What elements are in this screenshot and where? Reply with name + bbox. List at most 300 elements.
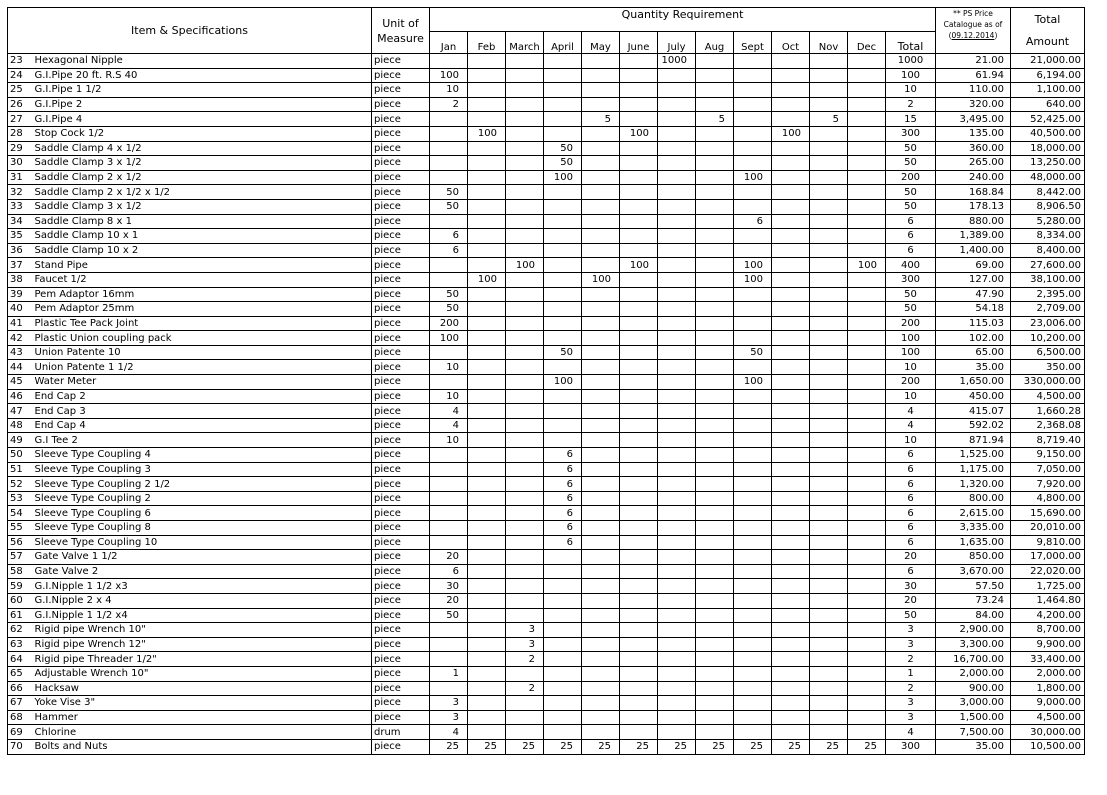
unit-of-measure: piece xyxy=(372,68,430,83)
month-quantity xyxy=(544,608,582,623)
month-quantity xyxy=(506,491,544,506)
total-quantity: 2 xyxy=(886,681,936,696)
month-quantity xyxy=(582,229,620,244)
month-quantity xyxy=(658,579,696,594)
item-description: Hammer xyxy=(32,710,372,725)
total-quantity: 50 xyxy=(886,608,936,623)
month-quantity xyxy=(658,696,696,711)
month-quantity: 25 xyxy=(772,739,810,754)
month-quantity xyxy=(658,199,696,214)
month-quantity xyxy=(582,550,620,565)
month-quantity xyxy=(544,550,582,565)
total-quantity: 4 xyxy=(886,418,936,433)
month-quantity xyxy=(468,185,506,200)
month-quantity xyxy=(582,316,620,331)
month-header-oct: Oct xyxy=(772,32,810,54)
month-quantity xyxy=(734,623,772,638)
month-quantity xyxy=(430,681,468,696)
total-amount: 640.00 xyxy=(1011,97,1085,112)
unit-of-measure: piece xyxy=(372,375,430,390)
row-number: 27 xyxy=(8,112,32,127)
month-header-dec: Dec xyxy=(848,32,886,54)
month-quantity xyxy=(734,564,772,579)
month-quantity xyxy=(620,681,658,696)
month-quantity: 30 xyxy=(430,579,468,594)
unit-price: 240.00 xyxy=(936,170,1011,185)
item-description: Pem Adaptor 25mm xyxy=(32,302,372,317)
month-quantity xyxy=(810,302,848,317)
month-quantity: 25 xyxy=(544,739,582,754)
month-quantity xyxy=(468,491,506,506)
unit-of-measure: piece xyxy=(372,521,430,536)
month-quantity xyxy=(848,68,886,83)
month-quantity xyxy=(582,345,620,360)
total-amount: 20,010.00 xyxy=(1011,521,1085,536)
month-quantity: 100 xyxy=(468,272,506,287)
total-amount: 4,800.00 xyxy=(1011,491,1085,506)
month-quantity xyxy=(582,448,620,463)
month-quantity xyxy=(810,83,848,98)
unit-of-measure: piece xyxy=(372,608,430,623)
month-quantity xyxy=(620,623,658,638)
table-row xyxy=(8,302,1085,317)
month-quantity xyxy=(544,229,582,244)
month-quantity: 1000 xyxy=(658,54,696,69)
row-number: 26 xyxy=(8,97,32,112)
total-quantity: 50 xyxy=(886,302,936,317)
item-description: G.I.Pipe 20 ft. R.S 40 xyxy=(32,68,372,83)
month-quantity xyxy=(658,214,696,229)
month-quantity xyxy=(620,550,658,565)
total-amount: 1,800.00 xyxy=(1011,681,1085,696)
month-quantity xyxy=(696,331,734,346)
month-quantity xyxy=(658,302,696,317)
table-row xyxy=(8,681,1085,696)
month-quantity xyxy=(772,112,810,127)
amount-header-line2: Amount xyxy=(1025,34,1070,48)
month-quantity xyxy=(506,448,544,463)
unit-of-measure: piece xyxy=(372,185,430,200)
unit-of-measure: piece xyxy=(372,83,430,98)
month-quantity: 25 xyxy=(696,739,734,754)
month-quantity xyxy=(620,433,658,448)
table-body xyxy=(8,54,1085,755)
total-quantity: 1 xyxy=(886,666,936,681)
total-quantity: 300 xyxy=(886,739,936,754)
total-quantity: 15 xyxy=(886,112,936,127)
row-number: 41 xyxy=(8,316,32,331)
month-quantity xyxy=(658,418,696,433)
month-quantity xyxy=(810,199,848,214)
month-quantity xyxy=(582,375,620,390)
month-quantity xyxy=(696,185,734,200)
month-quantity xyxy=(468,404,506,419)
month-quantity xyxy=(620,652,658,667)
month-quantity xyxy=(810,97,848,112)
month-quantity xyxy=(810,462,848,477)
row-number: 67 xyxy=(8,696,32,711)
month-quantity xyxy=(848,710,886,725)
month-quantity xyxy=(506,608,544,623)
month-quantity xyxy=(734,112,772,127)
month-quantity xyxy=(696,272,734,287)
month-quantity xyxy=(734,448,772,463)
month-quantity xyxy=(696,506,734,521)
unit-price: 450.00 xyxy=(936,389,1011,404)
month-quantity xyxy=(810,54,848,69)
month-quantity xyxy=(772,666,810,681)
month-quantity xyxy=(848,477,886,492)
unit-of-measure: piece xyxy=(372,550,430,565)
month-quantity: 50 xyxy=(430,287,468,302)
row-number: 28 xyxy=(8,126,32,141)
month-quantity xyxy=(696,623,734,638)
month-quantity xyxy=(810,550,848,565)
total-amount: 8,700.00 xyxy=(1011,623,1085,638)
total-amount: 15,690.00 xyxy=(1011,506,1085,521)
month-quantity xyxy=(658,550,696,565)
month-quantity xyxy=(544,710,582,725)
item-description: Stop Cock 1/2 xyxy=(32,126,372,141)
month-quantity xyxy=(430,652,468,667)
unit-price: 35.00 xyxy=(936,360,1011,375)
total-quantity: 50 xyxy=(886,287,936,302)
total-quantity: 100 xyxy=(886,331,936,346)
month-header-jun: June xyxy=(620,32,658,54)
month-quantity xyxy=(506,418,544,433)
total-amount: 8,719.40 xyxy=(1011,433,1085,448)
table-row xyxy=(8,345,1085,360)
month-quantity xyxy=(734,637,772,652)
month-quantity xyxy=(848,375,886,390)
month-quantity xyxy=(468,112,506,127)
month-quantity xyxy=(468,710,506,725)
row-number: 48 xyxy=(8,418,32,433)
month-quantity xyxy=(544,331,582,346)
month-quantity xyxy=(620,521,658,536)
total-quantity: 20 xyxy=(886,593,936,608)
month-quantity xyxy=(582,97,620,112)
month-quantity xyxy=(506,389,544,404)
month-quantity: 2 xyxy=(506,681,544,696)
unit-of-measure: piece xyxy=(372,462,430,477)
unit-of-measure: piece xyxy=(372,229,430,244)
table-row xyxy=(8,68,1085,83)
month-quantity xyxy=(506,404,544,419)
item-description: Chlorine xyxy=(32,725,372,740)
total-amount: 2,368.08 xyxy=(1011,418,1085,433)
unit-price: 800.00 xyxy=(936,491,1011,506)
total-quantity: 200 xyxy=(886,170,936,185)
total-amount: 10,500.00 xyxy=(1011,739,1085,754)
month-quantity xyxy=(696,360,734,375)
month-header-nov: Nov xyxy=(810,32,848,54)
unit-of-measure: piece xyxy=(372,681,430,696)
month-quantity xyxy=(772,579,810,594)
month-quantity xyxy=(734,462,772,477)
month-quantity xyxy=(848,287,886,302)
unit-of-measure: piece xyxy=(372,141,430,156)
month-quantity xyxy=(658,389,696,404)
month-header-mar: March xyxy=(506,32,544,54)
month-quantity xyxy=(658,710,696,725)
month-quantity xyxy=(582,156,620,171)
month-quantity xyxy=(506,477,544,492)
month-quantity xyxy=(506,579,544,594)
month-quantity: 100 xyxy=(734,272,772,287)
month-quantity xyxy=(772,433,810,448)
total-quantity: 30 xyxy=(886,579,936,594)
month-quantity: 5 xyxy=(810,112,848,127)
price-header-line2: Catalogue as of xyxy=(943,20,1003,29)
month-quantity xyxy=(506,112,544,127)
month-quantity xyxy=(810,491,848,506)
month-quantity xyxy=(696,258,734,273)
month-quantity xyxy=(620,272,658,287)
unit-price: 178.13 xyxy=(936,199,1011,214)
month-quantity xyxy=(582,389,620,404)
unit-of-measure: piece xyxy=(372,97,430,112)
price-date-close: ) xyxy=(994,31,998,40)
row-number: 31 xyxy=(8,170,32,185)
month-quantity xyxy=(582,287,620,302)
month-quantity xyxy=(772,185,810,200)
month-quantity: 2 xyxy=(430,97,468,112)
month-quantity xyxy=(658,141,696,156)
month-quantity xyxy=(848,331,886,346)
row-number: 43 xyxy=(8,345,32,360)
month-quantity: 50 xyxy=(430,185,468,200)
month-quantity xyxy=(810,404,848,419)
month-quantity xyxy=(430,637,468,652)
table-row xyxy=(8,199,1085,214)
month-quantity xyxy=(848,652,886,667)
month-quantity xyxy=(468,83,506,98)
table-row xyxy=(8,564,1085,579)
month-quantity xyxy=(544,418,582,433)
month-quantity xyxy=(506,535,544,550)
month-quantity xyxy=(468,156,506,171)
month-quantity xyxy=(734,97,772,112)
unit-of-measure: piece xyxy=(372,199,430,214)
row-number: 36 xyxy=(8,243,32,258)
month-quantity xyxy=(696,404,734,419)
total-quantity: 100 xyxy=(886,345,936,360)
month-quantity xyxy=(506,185,544,200)
total-amount: 1,100.00 xyxy=(1011,83,1085,98)
month-quantity xyxy=(772,375,810,390)
month-quantity xyxy=(620,302,658,317)
item-description: G.I.Pipe 4 xyxy=(32,112,372,127)
month-quantity xyxy=(696,83,734,98)
table-row xyxy=(8,331,1085,346)
month-quantity xyxy=(506,462,544,477)
month-quantity: 25 xyxy=(848,739,886,754)
month-quantity xyxy=(620,316,658,331)
unit-price: 900.00 xyxy=(936,681,1011,696)
total-quantity: 6 xyxy=(886,243,936,258)
month-quantity xyxy=(810,68,848,83)
month-quantity xyxy=(468,696,506,711)
unit-of-measure: piece xyxy=(372,579,430,594)
total-quantity: 10 xyxy=(886,433,936,448)
unit-price: 127.00 xyxy=(936,272,1011,287)
row-number: 59 xyxy=(8,579,32,594)
month-quantity: 25 xyxy=(810,739,848,754)
month-quantity xyxy=(810,243,848,258)
month-quantity xyxy=(658,564,696,579)
month-quantity xyxy=(620,579,658,594)
month-quantity xyxy=(696,608,734,623)
total-amount: 40,500.00 xyxy=(1011,126,1085,141)
month-quantity: 6 xyxy=(430,229,468,244)
month-quantity xyxy=(734,535,772,550)
month-quantity xyxy=(468,258,506,273)
month-quantity: 25 xyxy=(582,739,620,754)
month-quantity xyxy=(506,666,544,681)
table-row xyxy=(8,521,1085,536)
month-quantity xyxy=(848,448,886,463)
month-quantity xyxy=(430,54,468,69)
month-quantity xyxy=(468,375,506,390)
month-quantity xyxy=(810,345,848,360)
month-quantity xyxy=(848,579,886,594)
month-quantity xyxy=(772,214,810,229)
unit-price: 1,635.00 xyxy=(936,535,1011,550)
total-quantity: 50 xyxy=(886,199,936,214)
month-quantity xyxy=(810,418,848,433)
month-quantity xyxy=(810,141,848,156)
month-quantity xyxy=(734,477,772,492)
month-quantity: 25 xyxy=(430,739,468,754)
item-description: Saddle Clamp 2 x 1/2 x 1/2 xyxy=(32,185,372,200)
month-quantity xyxy=(734,287,772,302)
month-quantity xyxy=(848,54,886,69)
month-quantity xyxy=(848,83,886,98)
unit-of-measure: piece xyxy=(372,156,430,171)
unit-of-measure: piece xyxy=(372,652,430,667)
procurement-table xyxy=(7,7,1085,755)
month-quantity xyxy=(658,83,696,98)
month-quantity xyxy=(658,448,696,463)
table-row xyxy=(8,579,1085,594)
month-quantity xyxy=(544,68,582,83)
item-description: G.I.Nipple 1 1/2 x3 xyxy=(32,579,372,594)
item-description: Saddle Clamp 2 x 1/2 xyxy=(32,170,372,185)
month-quantity xyxy=(582,506,620,521)
total-amount: 18,000.00 xyxy=(1011,141,1085,156)
unit-price: 84.00 xyxy=(936,608,1011,623)
month-quantity: 6 xyxy=(544,448,582,463)
month-quantity xyxy=(772,637,810,652)
month-quantity xyxy=(506,593,544,608)
month-quantity xyxy=(696,316,734,331)
month-quantity: 6 xyxy=(544,462,582,477)
month-quantity xyxy=(506,360,544,375)
month-quantity xyxy=(506,696,544,711)
month-quantity xyxy=(734,302,772,317)
month-quantity xyxy=(772,491,810,506)
item-description: G.I.Nipple 1 1/2 x4 xyxy=(32,608,372,623)
month-quantity xyxy=(544,623,582,638)
month-quantity xyxy=(544,83,582,98)
month-quantity: 5 xyxy=(696,112,734,127)
month-quantity xyxy=(810,564,848,579)
total-quantity: 2 xyxy=(886,97,936,112)
month-quantity: 10 xyxy=(430,360,468,375)
month-quantity xyxy=(772,696,810,711)
month-quantity xyxy=(506,302,544,317)
month-quantity: 6 xyxy=(734,214,772,229)
unit-price: 1,525.00 xyxy=(936,448,1011,463)
month-quantity xyxy=(772,521,810,536)
amount-header-line1: Total xyxy=(1034,12,1061,26)
unit-price: 7,500.00 xyxy=(936,725,1011,740)
month-quantity xyxy=(848,535,886,550)
month-quantity xyxy=(772,477,810,492)
month-quantity xyxy=(658,331,696,346)
total-amount: 2,709.00 xyxy=(1011,302,1085,317)
month-quantity xyxy=(468,418,506,433)
month-quantity xyxy=(848,608,886,623)
row-number: 60 xyxy=(8,593,32,608)
month-quantity xyxy=(582,681,620,696)
month-quantity xyxy=(848,156,886,171)
unit-price: 135.00 xyxy=(936,126,1011,141)
month-quantity xyxy=(772,535,810,550)
table-row xyxy=(8,243,1085,258)
month-quantity xyxy=(506,287,544,302)
month-quantity xyxy=(468,433,506,448)
row-number: 46 xyxy=(8,389,32,404)
month-quantity xyxy=(582,593,620,608)
month-quantity: 2 xyxy=(506,652,544,667)
month-quantity xyxy=(810,170,848,185)
month-quantity xyxy=(810,623,848,638)
unit-of-measure: piece xyxy=(372,404,430,419)
table-row xyxy=(8,229,1085,244)
month-quantity xyxy=(810,666,848,681)
month-quantity xyxy=(772,156,810,171)
row-number: 45 xyxy=(8,375,32,390)
total-quantity: 6 xyxy=(886,214,936,229)
table-row xyxy=(8,491,1085,506)
total-amount: 8,442.00 xyxy=(1011,185,1085,200)
row-number: 35 xyxy=(8,229,32,244)
total-amount: 7,050.00 xyxy=(1011,462,1085,477)
price-header-line3 xyxy=(936,30,1010,41)
table-row xyxy=(8,623,1085,638)
month-quantity xyxy=(468,448,506,463)
month-quantity xyxy=(468,141,506,156)
unit-of-measure: piece xyxy=(372,564,430,579)
item-description: G.I.Pipe 1 1/2 xyxy=(32,83,372,98)
month-quantity xyxy=(468,97,506,112)
month-quantity xyxy=(430,112,468,127)
month-quantity xyxy=(620,331,658,346)
row-number: 51 xyxy=(8,462,32,477)
month-quantity xyxy=(696,345,734,360)
month-quantity xyxy=(696,477,734,492)
month-quantity xyxy=(772,564,810,579)
month-quantity: 100 xyxy=(734,170,772,185)
month-quantity xyxy=(696,389,734,404)
unit-of-measure: piece xyxy=(372,448,430,463)
month-quantity: 25 xyxy=(468,739,506,754)
amount-header xyxy=(1011,8,1085,54)
table-row xyxy=(8,462,1085,477)
month-quantity xyxy=(468,229,506,244)
